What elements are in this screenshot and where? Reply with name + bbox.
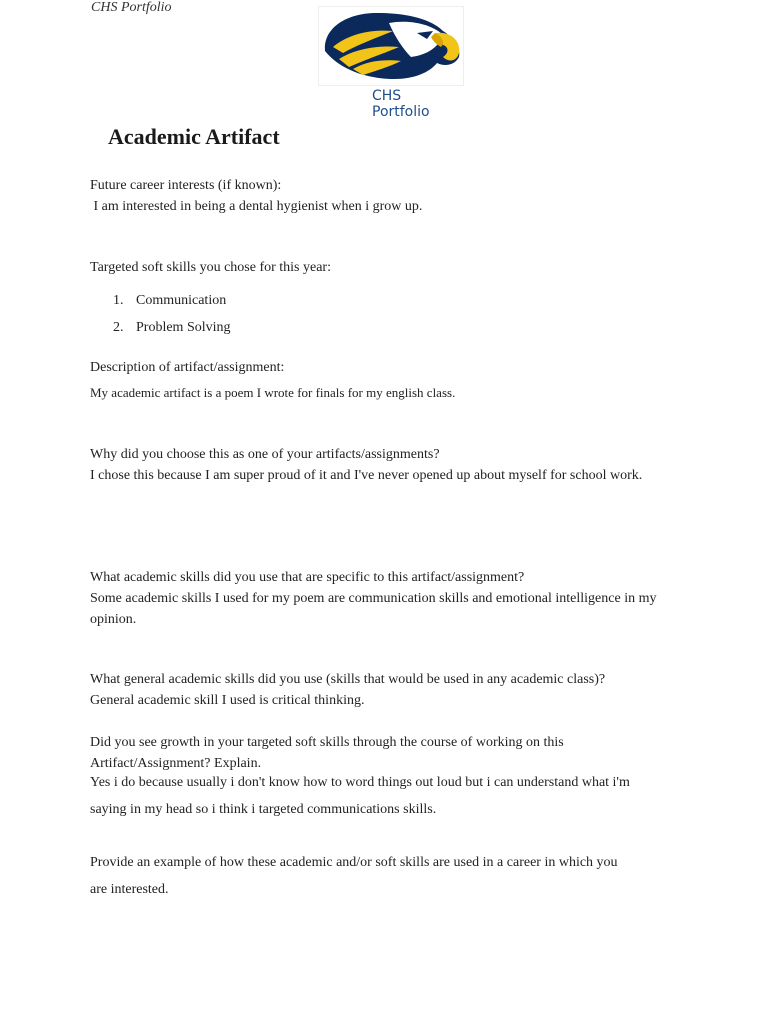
eagle-logo — [318, 6, 464, 86]
why-label: Why did you choose this as one of your artifacts/assignments? — [90, 447, 440, 462]
academic-skills-label: What academic skills did you use that are specific to this artifact/assignment? — [90, 570, 525, 585]
softskill-item-1 — [113, 290, 226, 311]
logo-caption-line2: Portfolio — [372, 104, 430, 120]
why-answer: I chose this because I am super proud of it and I've never opened up about myself for school work. — [90, 468, 643, 483]
document-title: Academic Artifact — [108, 124, 280, 149]
list-number: 2. — [113, 320, 124, 335]
growth-answer-line2: saying in my head so i think i targeted communications skills. — [90, 802, 437, 817]
running-header: CHS Portfolio — [91, 0, 172, 15]
description-answer: My academic artifact is a poem I wrote for finals for my english class. — [90, 385, 456, 400]
growth-label: Did you see growth in your targeted soft skills through the course of working on this Artifact/Assignment? Explain. — [90, 735, 564, 771]
description-label: Description of artifact/assignment: — [90, 360, 285, 375]
softskill-item-2 — [113, 317, 231, 338]
logo-caption-line1: CHS — [372, 88, 402, 104]
softskill-label: Communication — [136, 293, 227, 308]
softskill-label: Problem Solving — [136, 320, 231, 335]
example-label-line1: Provide an example of how these academic and/or soft skills are used in a career in which you — [90, 855, 618, 870]
softskills-label: Targeted soft skills you chose for this year: — [90, 260, 331, 275]
example-label-line2: are interested. — [90, 882, 169, 897]
general-skills-answer: General academic skill I used is critical thinking. — [90, 693, 365, 708]
eagle-icon — [319, 7, 463, 85]
career-label: Future career interests (if known): — [90, 178, 282, 193]
career-answer: I am interested in being a dental hygienist when i grow up. — [90, 199, 423, 214]
list-number: 1. — [113, 293, 124, 308]
growth-answer-line1: Yes i do because usually i don't know how to word things out loud but i can understand what i'm — [90, 775, 630, 790]
academic-skills-answer: Some academic skills I used for my poem are communication skills and emotional intelligence in my opinion. — [90, 591, 657, 627]
general-skills-label: What general academic skills did you use (skills that would be used in any academic class)? — [90, 672, 606, 687]
logo-caption — [372, 88, 430, 120]
